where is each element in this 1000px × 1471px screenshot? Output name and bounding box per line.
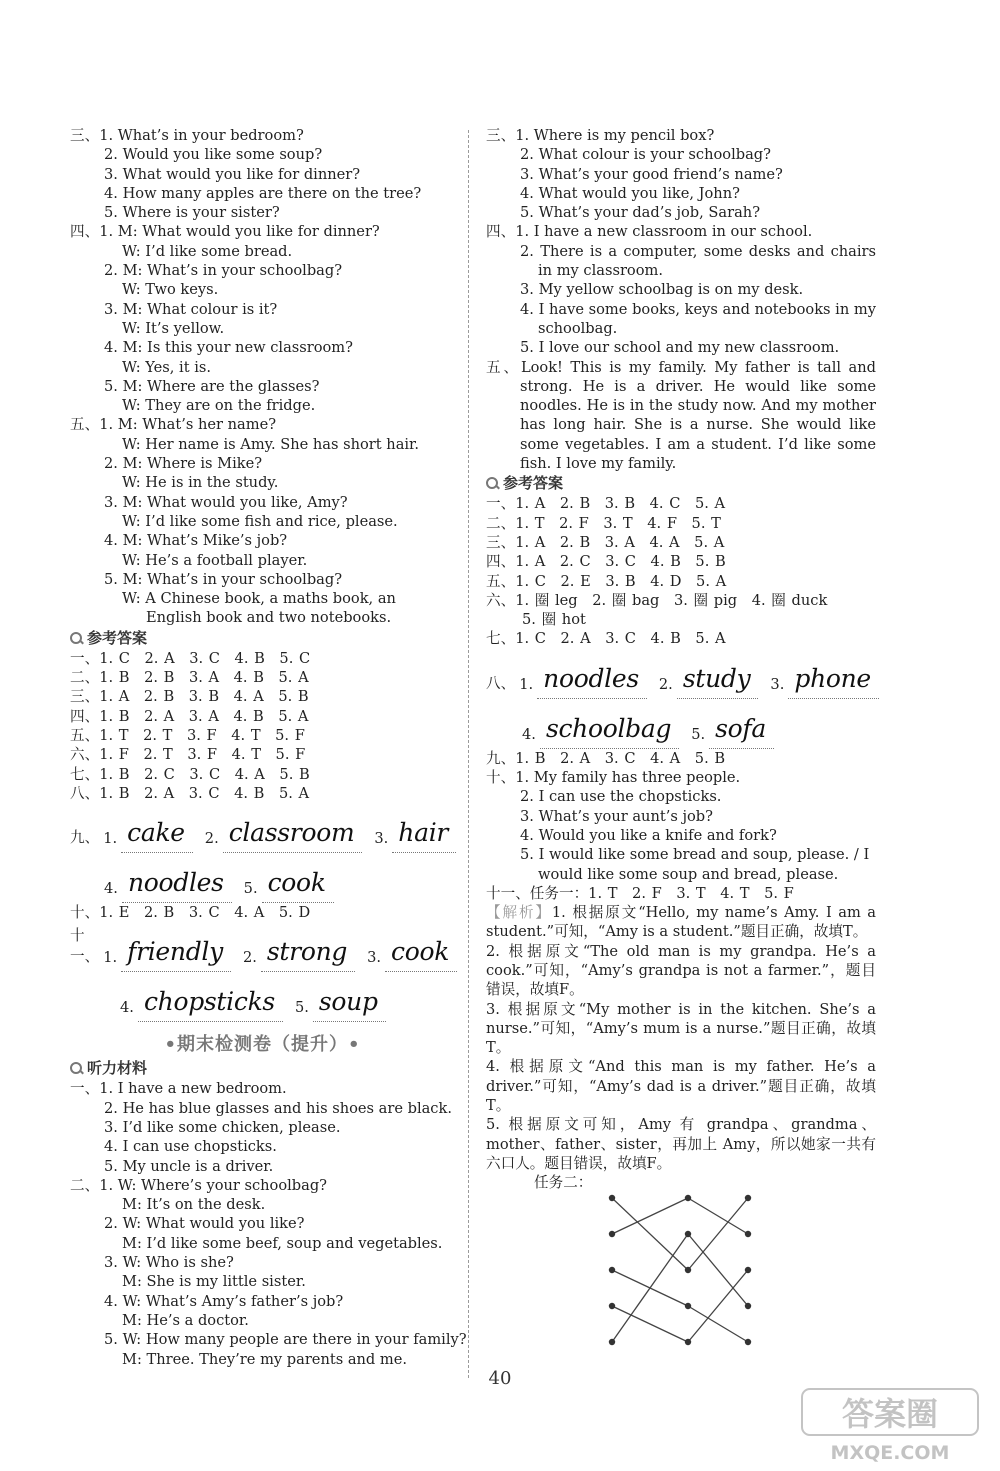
- listening-line: 4. I can use chopsticks.: [104, 1138, 277, 1156]
- listening-line: 3. What would you like for dinner?: [104, 165, 361, 183]
- match-dot: [609, 1195, 615, 1201]
- handwritten-answer-row: [486, 699, 876, 749]
- listening-line: 2. He has blue glasses and his shoes are black.: [104, 1099, 452, 1117]
- match-dot: [685, 1267, 691, 1273]
- dialogue-line: 2. M: Where is Mike?: [104, 455, 263, 473]
- answer-line: 十一、任务一：1. T 2. F 3. T 4. T 5. F: [486, 884, 794, 902]
- answer-line: 四、1. B 2. A 3. A 4. B 5. A: [70, 707, 309, 725]
- magnifier-icon: [70, 632, 83, 645]
- answer-key-heading: [70, 1058, 455, 1079]
- answer-line: 一、1. A 2. B 3. B 4. C 5. A: [486, 495, 726, 513]
- question-number: 八、: [486, 674, 516, 692]
- match-dot: [609, 1267, 615, 1273]
- handwritten-word: schoolbag: [540, 712, 679, 749]
- answer-line: 七、1. B 2. C 3. C 4. A 5. B: [70, 765, 310, 783]
- listening-line: 一、1. I have a new bedroom.: [70, 1080, 287, 1098]
- item-number: 3.: [770, 675, 785, 693]
- handwritten-word: cook: [262, 866, 334, 903]
- analysis-tag: 【解析】: [486, 904, 552, 922]
- listening-line: 2. There is a computer, some desks and chairs in my classroom.: [520, 242, 876, 280]
- watermark-top-text: 答案圈: [841, 1395, 939, 1433]
- column-divider: [468, 130, 469, 1378]
- listening-line: 2. Would you like some soup?: [104, 146, 323, 164]
- listening-line: 3. I’d like some chicken, please.: [104, 1118, 341, 1136]
- handwritten-word: noodles: [122, 866, 232, 903]
- answer-line: 九、1. B 2. A 3. C 4. A 5. B: [486, 749, 726, 767]
- answer-line: 3. What’s your aunt’s job?: [520, 807, 713, 825]
- answer-line: 2. I can use the chopsticks.: [520, 788, 722, 806]
- match-dot: [609, 1303, 615, 1309]
- dialogue-line: 2. M: What’s in your schoolbag?: [104, 262, 343, 280]
- match-dot: [745, 1303, 751, 1309]
- dialogue-line: 3. M: What would you like, Amy?: [104, 493, 348, 511]
- match-dot: [609, 1339, 615, 1345]
- handwritten-word: cook: [385, 935, 457, 972]
- listening-line: 4. How many apples are there on the tree?: [104, 184, 422, 202]
- match-dot: [685, 1195, 691, 1201]
- handwritten-word: study: [677, 662, 759, 699]
- handwritten-answer-row: [70, 803, 455, 853]
- analysis-text: 5. 根据原文可知，Amy 有 grandpa、grandma、mother、father、sister，再加上 Amy，所以她家一共有六口人。题目错误，故填F。: [486, 1116, 876, 1172]
- answer-line: 七、1. C 2. A 3. C 4. B 5. A: [486, 630, 726, 648]
- handwritten-answer-row: [70, 922, 455, 972]
- match-line-left: [612, 1234, 688, 1342]
- task-two-label: 任务二：: [534, 1174, 593, 1192]
- answer-line: 5. I would like some bread and soup, please. / I would like some soup and bread, please.: [520, 846, 870, 883]
- answer-line: 二、1. T 2. F 3. T 4. F 5. T: [486, 514, 721, 532]
- dialogue-line: 3. M: What colour is it?: [104, 300, 278, 318]
- item-number: 2.: [658, 675, 673, 693]
- dialogue-line: W: They are on the fridge.: [122, 397, 316, 415]
- match-dot: [685, 1303, 691, 1309]
- dialogue-line: 2. W: What would you like?: [104, 1215, 305, 1233]
- dialogue-line: 五、1. M: What’s her name?: [70, 416, 277, 434]
- handwritten-word: friendly: [121, 935, 231, 972]
- answer-line: 五、1. T 2. T 3. F 4. T 5. F: [70, 726, 305, 744]
- left-column: [70, 126, 467, 1369]
- match-dot: [745, 1339, 751, 1345]
- answer-line: 一、1. C 2. A 3. C 4. B 5. C: [70, 649, 311, 667]
- match-line-right: [688, 1270, 748, 1342]
- item-number: 3.: [367, 949, 382, 967]
- item-number: 3.: [374, 830, 389, 848]
- match-line-right: [688, 1234, 748, 1306]
- match-line-left: [612, 1198, 688, 1234]
- question-number: 十一、: [70, 927, 100, 966]
- item-number: 2.: [204, 830, 219, 848]
- dialogue-line: W: He’s a football player.: [122, 551, 308, 569]
- item-number: 4.: [120, 999, 134, 1017]
- answer-line: 八、1. B 2. A 3. C 4. B 5. A: [70, 784, 310, 802]
- answer-key-title: 听力材料: [87, 1059, 148, 1078]
- answer-line: 三、1. A 2. B 3. B 4. A 5. B: [70, 688, 309, 706]
- listening-line: 3. What’s your good friend’s name?: [520, 165, 783, 183]
- item-number: 5.: [691, 725, 706, 743]
- handwritten-word: soup: [313, 985, 386, 1022]
- handwritten-word: chopsticks: [138, 985, 283, 1022]
- magnifier-icon: [70, 1062, 83, 1075]
- dialogue-line: M: It’s on the desk.: [122, 1196, 266, 1214]
- handwritten-answer-row: [486, 649, 876, 699]
- dialogue-line: 5. W: How many people are there in your family?: [104, 1331, 467, 1349]
- dialogue-line: 5. M: Where are the glasses?: [104, 377, 320, 395]
- match-dot: [745, 1267, 751, 1273]
- item-number: 1.: [103, 949, 118, 967]
- match-dot: [609, 1231, 615, 1237]
- handwritten-word: cake: [121, 816, 193, 853]
- dialogue-line: 3. W: Who is she?: [104, 1254, 234, 1272]
- answer-line: 十、1. My family has three people.: [486, 769, 741, 787]
- analysis-text: 3. 根据原文“My mother is in the kitchen. She’s a nurse.”可知，“Amy’s mum is a nurse.”题目正确，故填T。: [486, 1000, 876, 1057]
- item-number: 4.: [522, 725, 536, 743]
- dialogue-line: 四、1. M: What would you like for dinner?: [70, 223, 380, 241]
- match-line-left: [612, 1306, 688, 1342]
- item-number: 2.: [242, 949, 257, 967]
- dialogue-line: W: He is in the study.: [122, 474, 279, 492]
- analysis-text: 1. 根据原文“Hello, my name’s Amy. I am a student.”可知，“Amy is a student.”题目正确，故填T。: [486, 904, 876, 941]
- answer-line: 4. Would you like a knife and fork?: [520, 826, 777, 844]
- dialogue-line: W: I’d like some bread.: [122, 242, 293, 260]
- question-number: 九、: [70, 829, 100, 847]
- match-line-left: [612, 1198, 688, 1270]
- dialogue-line: 5. M: What’s in your schoolbag?: [104, 570, 343, 588]
- section-title: •期末检测卷（提升）•: [164, 1034, 361, 1056]
- dialogue-line: M: I’d like some beef, soup and vegetables.: [122, 1234, 443, 1252]
- dialogue-line: W: Two keys.: [122, 281, 219, 299]
- answer-line: 四、1. A 2. C 3. C 4. B 5. B: [486, 553, 726, 571]
- handwritten-word: phone: [788, 662, 879, 699]
- answer-line: 十、1. E 2. B 3. C 4. A 5. D: [70, 904, 311, 922]
- dialogue-line: 4. M: Is this your new classroom?: [104, 339, 353, 357]
- page-number: 40: [488, 1368, 512, 1389]
- analysis-text: 4. 根据原文“And this man is my father. He’s a driver.”可知，“Amy’s dad is a driver.”题目正确，故填T。: [486, 1058, 876, 1115]
- match-dot: [745, 1195, 751, 1201]
- item-number: 5.: [243, 880, 258, 898]
- item-number: 1.: [103, 830, 118, 848]
- analysis-block: [486, 903, 876, 1173]
- answer-line: 五、1. C 2. E 3. B 4. D 5. A: [486, 572, 727, 590]
- magnifier-icon: [486, 477, 499, 490]
- handwritten-answer-row: [70, 853, 455, 903]
- dialogue-line: 4. M: What’s Mike’s job?: [104, 532, 288, 550]
- handwritten-word: noodles: [537, 662, 647, 699]
- listening-line: 3. My yellow schoolbag is on my desk.: [520, 281, 804, 299]
- item-number: 4.: [104, 880, 118, 898]
- answer-line: 二、1. B 2. B 3. A 4. B 5. A: [70, 669, 309, 687]
- match-line-right: [688, 1306, 748, 1342]
- answer-line: 三、1. A 2. B 3. A 4. A 5. A: [486, 533, 725, 551]
- right-column: [486, 126, 876, 1193]
- dialogue-line: M: She is my little sister.: [122, 1273, 306, 1291]
- item-number: 1.: [519, 675, 534, 693]
- match-line-right: [688, 1198, 748, 1234]
- answer-line: 六、1. F 2. T 3. F 4. T 5. F: [70, 746, 306, 764]
- watermark-logo: [790, 1383, 990, 1468]
- dialogue-line: 4. W: What’s Amy’s father’s job?: [104, 1292, 344, 1310]
- matching-lines-diagram: [600, 1190, 770, 1360]
- item-number: 5.: [294, 999, 309, 1017]
- listening-line: 5. I love our school and my new classroom.: [520, 339, 840, 357]
- listening-line: 4. What would you like, John?: [520, 184, 740, 202]
- handwritten-word: strong: [261, 935, 355, 972]
- answer-key-heading: [486, 473, 876, 494]
- dialogue-line: W: A Chinese book, a maths book, an English book and two notebooks.: [122, 590, 396, 627]
- dialogue-line: W: It’s yellow.: [122, 319, 225, 337]
- dialogue-line: M: He’s a doctor.: [122, 1311, 249, 1329]
- dialogue-line: W: I’d like some fish and rice, please.: [122, 512, 398, 530]
- handwritten-answer-row: [70, 972, 455, 1022]
- answer-line: 5. 圈 hot: [522, 611, 586, 629]
- passage-text: 五、Look! This is my family. My father is tall and strong. He is a driver. He would like some noodles. He is in the study now. And my mother has long hair. She is a nurse. She would like some vegetables. I am a student. I’d like some fish. I love my family.: [486, 358, 876, 473]
- listening-line: 三、1. What’s in your bedroom?: [70, 127, 304, 144]
- answer-key-heading: [70, 628, 455, 649]
- handwritten-word: sofa: [709, 712, 774, 749]
- analysis-text: 2. 根据原文“The old man is my grandpa. He’s a cook.”可知，“Amy’s grandpa is not a farmer.”，题目错误，故填F。: [486, 942, 876, 999]
- dialogue-line: W: Her name is Amy. She has short hair.: [122, 435, 420, 453]
- listening-line: 四、1. I have a new classroom in our school.: [486, 223, 813, 241]
- listening-line: 三、1. Where is my pencil box?: [486, 127, 715, 144]
- answer-key-title: 参考答案: [503, 474, 564, 493]
- match-line-right: [688, 1198, 748, 1270]
- dialogue-line: 二、1. W: Where’s your schoolbag?: [70, 1176, 328, 1194]
- handwritten-word: classroom: [223, 816, 363, 853]
- answer-line: 六、1. 圈 leg 2. 圈 bag 3. 圈 pig 4. 圈 duck: [486, 591, 828, 609]
- dialogue-line: W: Yes, it is.: [122, 358, 212, 376]
- match-dot: [685, 1339, 691, 1345]
- listening-line: 5. My uncle is a driver.: [104, 1157, 274, 1175]
- listening-line: 5. Where is your sister?: [104, 204, 280, 222]
- match-dot: [745, 1231, 751, 1237]
- handwritten-word: hair: [392, 816, 456, 853]
- listening-line: 2. What colour is your schoolbag?: [520, 146, 771, 164]
- watermark-bottom-text: MXQE.COM: [830, 1442, 950, 1464]
- answer-key-title: 参考答案: [87, 628, 148, 647]
- match-dot: [685, 1231, 691, 1237]
- listening-line: 5. What’s your dad’s job, Sarah?: [520, 204, 761, 222]
- dialogue-line: M: Three. They’re my parents and me.: [122, 1350, 408, 1368]
- listening-line: 4. I have some books, keys and notebooks in my schoolbag.: [520, 300, 876, 337]
